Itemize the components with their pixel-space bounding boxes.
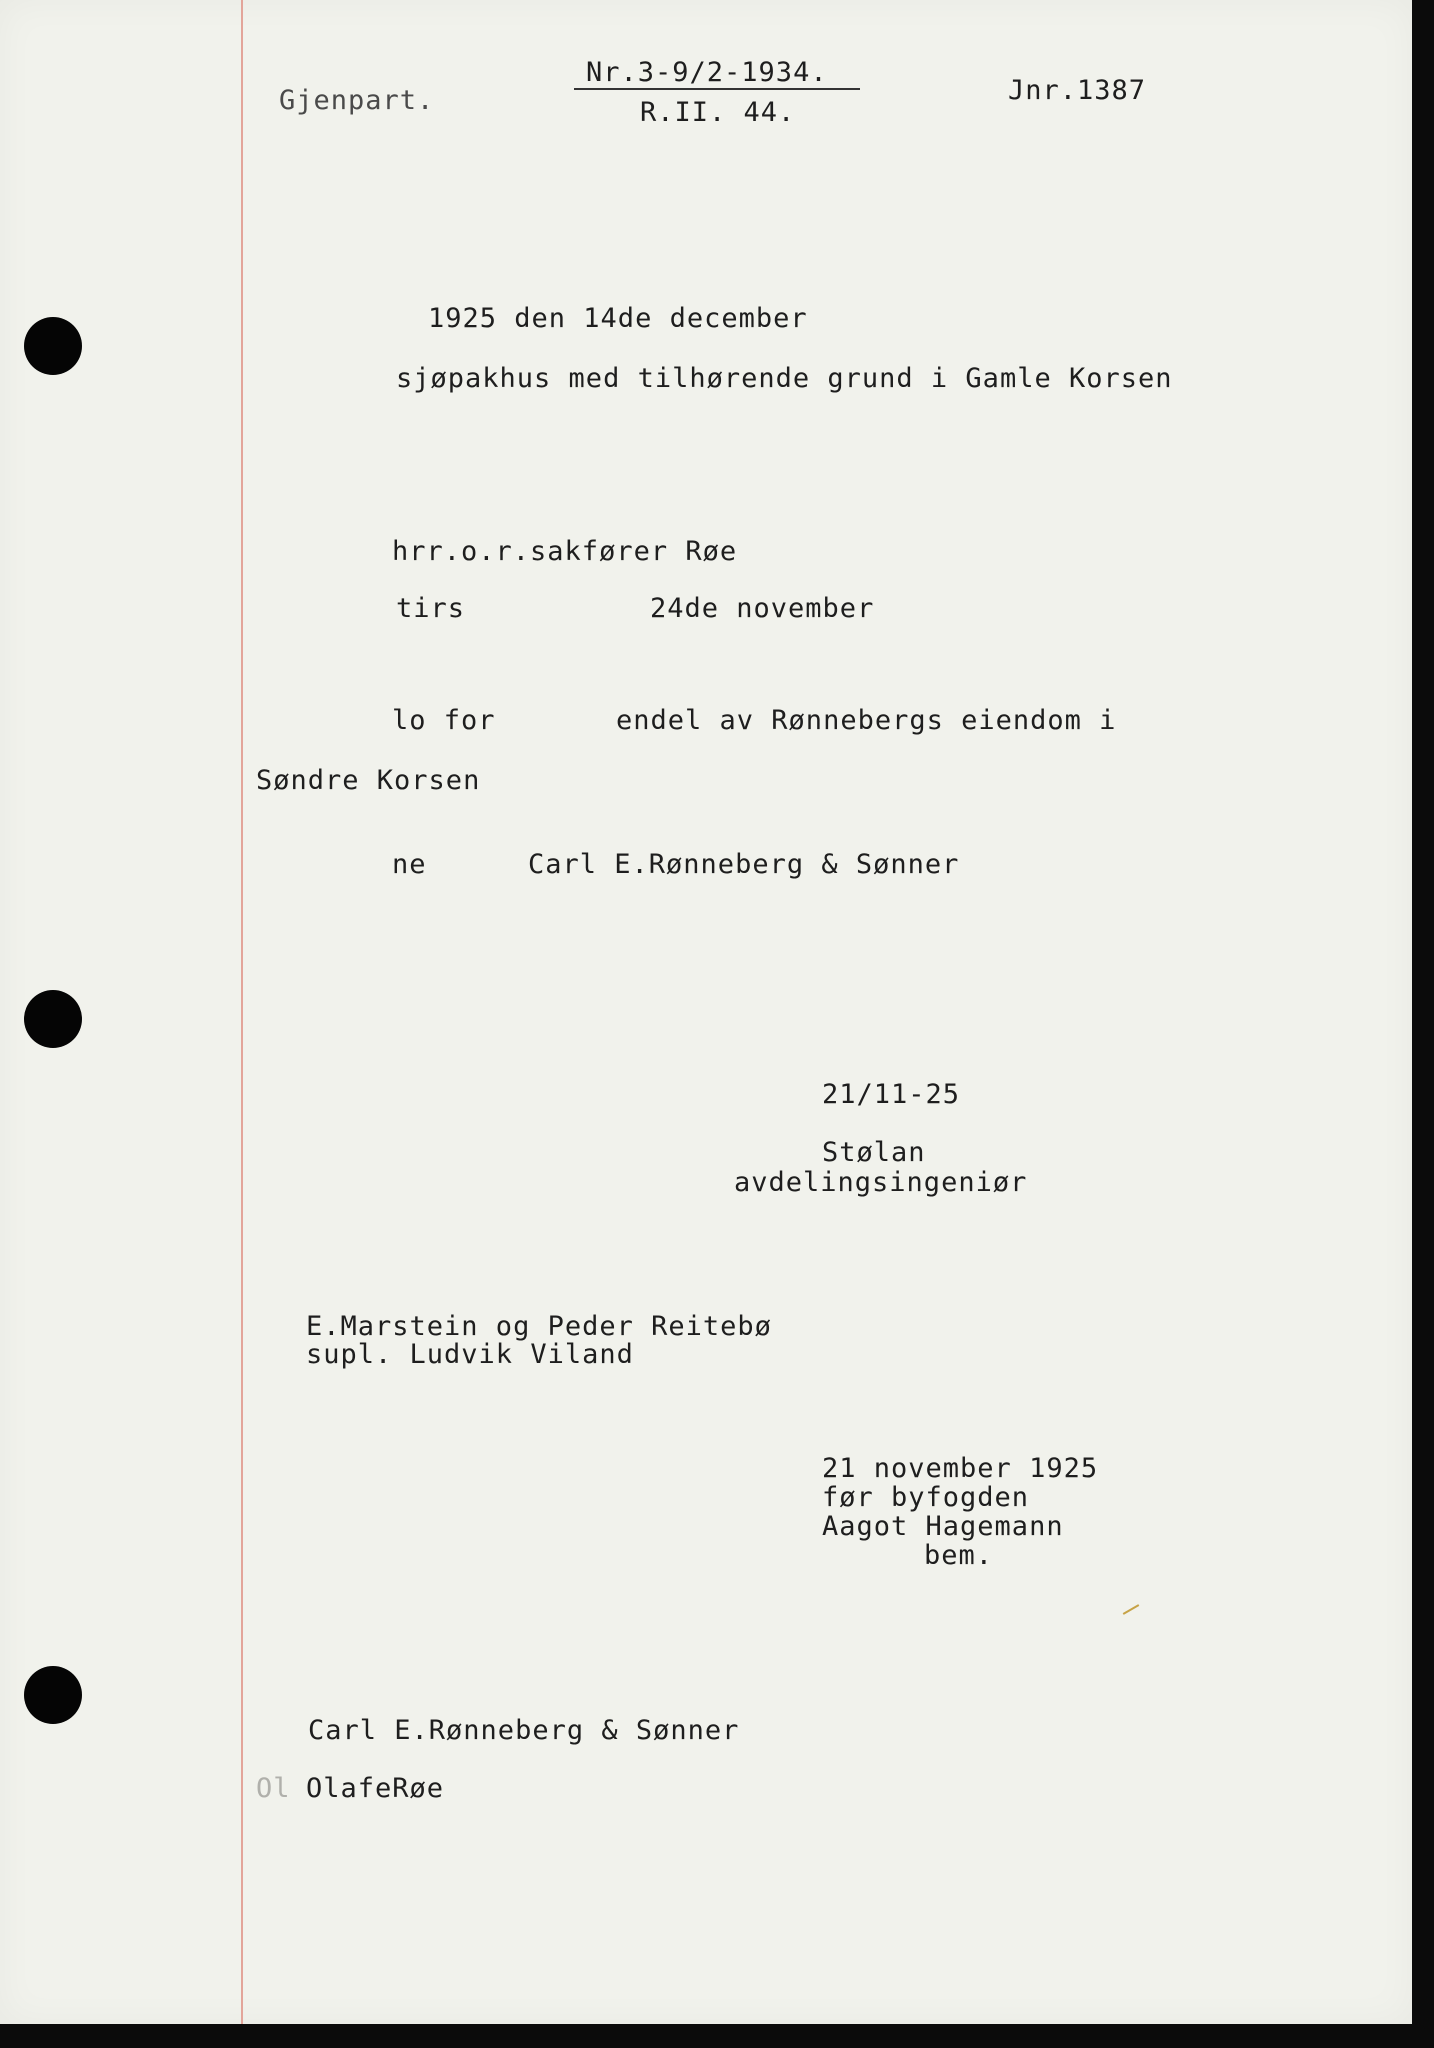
engineer-name: Stølan (822, 1137, 926, 1168)
body-ne: ne (392, 849, 427, 880)
copy-label: Gjenpart. (279, 85, 435, 116)
closing-name: OlafeRøe (306, 1773, 445, 1804)
journal-number: Jnr.1387 (1008, 75, 1147, 106)
signature-date: 21/11-25 (822, 1079, 961, 1110)
body-day: tirs (396, 593, 466, 624)
witness-line-2: supl. Ludvik Viland (306, 1339, 634, 1370)
body-lo: lo for (392, 705, 496, 736)
court-name: Aagot Hagemann (822, 1511, 1064, 1542)
closing-name-prefix: Ol (256, 1773, 291, 1804)
number-underline (574, 88, 860, 90)
body-place: Søndre Korsen (256, 765, 481, 796)
punch-hole (24, 990, 82, 1048)
closing-firm: Carl E.Rønneberg & Sønner (308, 1715, 740, 1746)
body-addressee: hrr.o.r.sakfører Røe (392, 536, 738, 567)
body-day-date: 24de november (650, 593, 875, 624)
pen-mark (1123, 1604, 1144, 1622)
body-property: sjøpakhus med tilhørende grund i Gamle Korsen (396, 363, 1173, 394)
court-date: 21 november 1925 (822, 1453, 1099, 1484)
body-date: 1925 den 14de december (428, 303, 808, 334)
engineer-title: avdelingsingeniør (734, 1167, 1028, 1198)
body-firm: Carl E.Rønneberg & Sønner (528, 849, 960, 880)
register-reference: R.II. 44. (640, 97, 796, 128)
body-lo-text: endel av Rønnebergs eiendom i (616, 705, 1117, 736)
witness-line-1: E.Marstein og Peder Reitebø (306, 1311, 772, 1342)
punch-hole (24, 1666, 82, 1724)
court-before: før byfogden (822, 1482, 1030, 1513)
court-note: bem. (924, 1540, 994, 1571)
margin-line (241, 0, 243, 2024)
punch-hole (24, 317, 82, 375)
document-number: Nr.3-9/2-1934. (586, 57, 828, 88)
